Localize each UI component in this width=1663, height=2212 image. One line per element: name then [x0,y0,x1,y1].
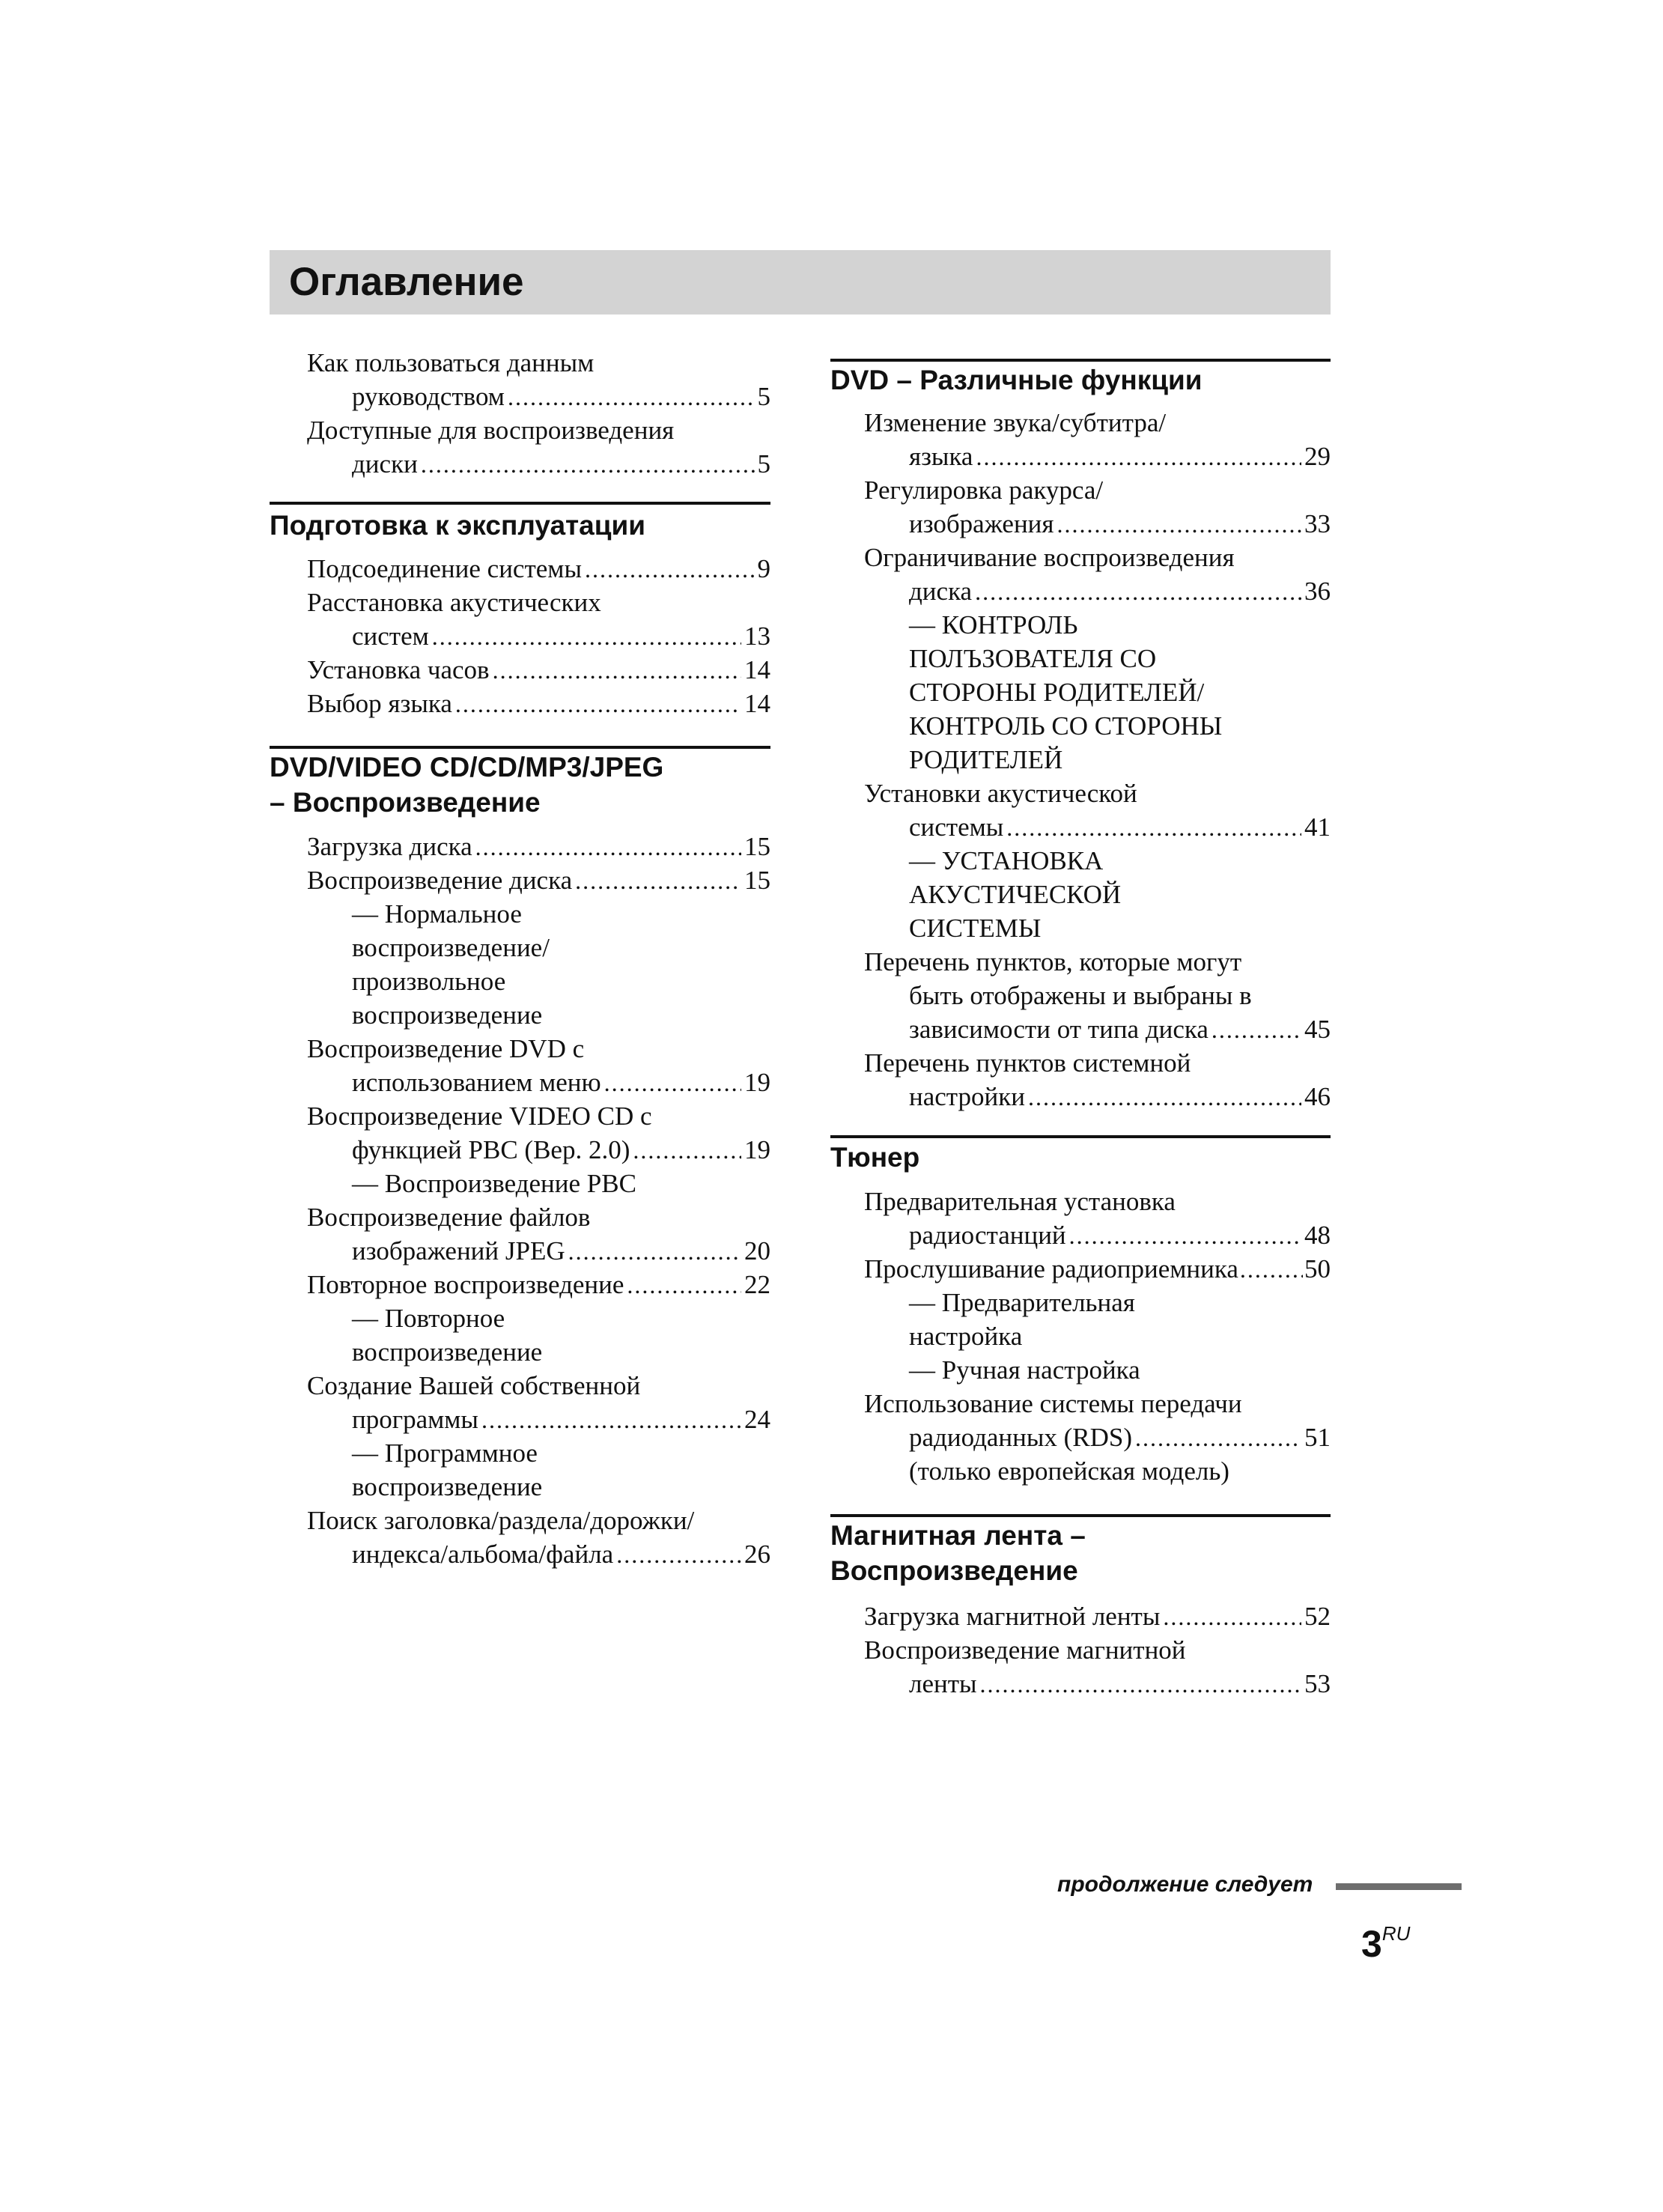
toc-entry-text: Установки акустической [864,779,1137,808]
toc-subentry: — Воспроизведение PBC [352,1169,636,1198]
toc-entry[interactable] [307,1200,770,1268]
section-heading: Тюнер [830,1142,920,1173]
toc-page-number: 51 [1304,1423,1331,1452]
toc-page-number: 15 [744,832,770,861]
leader-dots [432,619,741,654]
toc-entry-text: быть отображены и выбраны в [909,981,1252,1010]
leader-dots [1057,507,1301,541]
toc-entry-text: систем [352,622,429,651]
toc-page-number: 13 [744,622,770,651]
section-rule [830,1135,1331,1138]
toc-entry[interactable] [307,1099,770,1167]
toc-entry[interactable] [307,1369,770,1437]
toc-subentry: (только европейская модель) [909,1456,1229,1486]
toc-entry[interactable] [307,346,770,414]
section-heading [270,750,663,820]
toc-entry-text: программы [352,1405,478,1434]
toc-subentry: — Нормальное воспроизведение/ произвольное воспроизведение [352,899,550,1030]
toc-subentry: — Предварительная настройка — Ручная настройка [909,1288,1140,1385]
toc-subentry: — Программное воспроизведение [352,1438,543,1501]
toc-entry[interactable] [864,945,1331,1047]
toc-entry[interactable] [864,1185,1331,1253]
section-heading-line: Воспроизведение [830,1555,1078,1586]
section-rule [830,359,1331,362]
toc-page-number: 50 [1304,1254,1331,1283]
toc-entry-text: Ограничивание воспроизведения [864,543,1235,572]
toc-entry[interactable] [864,1633,1331,1701]
toc-entry-text: Воспроизведение VIDEO CD с [307,1102,652,1131]
leader-dots [1069,1218,1301,1253]
section-rule [830,1514,1331,1517]
page-number [1361,1912,1410,1965]
toc-page-number: 52 [1304,1602,1331,1631]
toc-page-number: 15 [744,866,770,895]
toc-page-number: 19 [744,1068,770,1097]
toc-entry-text: Воспроизведение магнитной [864,1635,1186,1665]
toc-entry-text: Повторное воспроизведение [307,1270,624,1299]
toc-entry[interactable] [864,777,1331,845]
section-heading [830,1518,1086,1588]
toc-page-number: 9 [757,554,770,583]
toc-entry-text: Расстановка акустических [307,588,601,617]
toc-entry[interactable] [307,653,770,687]
section-heading: DVD – Различные функции [830,365,1203,395]
leader-dots [493,653,741,687]
toc-entry-text: языка [909,442,973,471]
title-bar [270,250,1331,315]
toc-entry[interactable] [864,406,1331,474]
leader-dots [980,1667,1301,1701]
leader-dots [475,830,741,864]
toc-entry-text: Создание Вашей собственной [307,1371,641,1400]
toc-entry[interactable] [307,863,770,898]
toc-page-number: 26 [744,1540,770,1569]
toc-entry-text: диска [909,577,973,606]
toc-entry[interactable] [864,541,1331,609]
toc-subentry: — Повторное воспроизведение [352,1304,543,1367]
section-rule [270,502,770,505]
leader-dots [1163,1599,1301,1634]
section-heading-line: DVD/VIDEO CD/CD/MP3/JPEG [270,752,664,783]
toc-page-number: 24 [744,1405,770,1434]
toc-entry-text: Воспроизведение DVD с [307,1034,585,1063]
leader-dots [1006,810,1301,845]
toc-entry-text: изображений JPEG [352,1236,565,1265]
toc-entry-text: Перечень пунктов системной [864,1048,1191,1078]
leader-dots [455,687,741,721]
leader-dots [575,863,741,898]
toc-entry-text: функцией PBC (Вер. 2.0) [352,1135,630,1164]
toc-page-number: 5 [757,382,770,411]
toc-page-number: 14 [744,655,770,684]
toc-entry[interactable] [864,473,1331,541]
section-rule [270,746,770,749]
leader-dots [1240,1252,1303,1286]
toc-entry-text: зависимости от типа диска [909,1015,1209,1044]
toc-page-number: 14 [744,689,770,718]
toc-entry-text: радиоданных (RDS) [909,1423,1133,1452]
page-title: Оглавление [289,260,524,304]
toc-entry[interactable] [307,586,770,654]
toc-entry-text: Установка часов [307,655,490,684]
leader-dots [616,1537,741,1572]
toc-entry-text: Использование системы передачи [864,1389,1242,1418]
toc-entry-text: Воспроизведение диска [307,866,573,895]
toc-page-number: 48 [1304,1221,1331,1250]
toc-entry-text: изображения [909,509,1054,538]
toc-entry-text: Доступные для воспроизведения [307,416,675,445]
toc-entry-text: Загрузка магнитной ленты [864,1602,1161,1631]
toc-entry-text: Подсоединение системы [307,554,582,583]
leader-dots [508,380,755,414]
toc-page-number: 46 [1304,1082,1331,1111]
toc-entry[interactable] [864,1387,1331,1455]
toc-entry-text: Прослушивание радиоприемника [864,1254,1238,1283]
toc-entry-text: использованием меню [352,1068,601,1097]
toc-entry[interactable] [307,1032,770,1100]
toc-entry[interactable] [307,1268,770,1302]
toc-entry-text: диски [352,449,418,478]
toc-page-number: 41 [1304,812,1331,842]
leader-dots [604,1066,741,1100]
leader-dots [421,447,755,481]
toc-entry-text: Как пользоваться данным [307,348,595,377]
toc-entry[interactable] [307,552,770,586]
toc-entry-text: Перечень пунктов, которые могут [864,947,1242,976]
toc-page-number: 33 [1304,509,1331,538]
leader-dots [627,1268,741,1302]
toc-page-number: 5 [757,449,770,478]
toc-entry-text: Предварительная установка [864,1187,1176,1216]
toc-entry-text: Выбор языка [307,689,452,718]
toc-subentry: — УСТАНОВКА АКУСТИЧЕСКОЙ СИСТЕМЫ [909,846,1122,943]
continued-label: продолжение следует [1057,1872,1313,1897]
leader-dots [1211,1012,1301,1047]
section-heading-line: – Воспроизведение [270,787,541,818]
continued-bar [1336,1883,1462,1890]
toc-entry[interactable] [307,1504,770,1572]
toc-entry[interactable] [864,1252,1331,1286]
toc-entry[interactable] [307,830,770,864]
toc-page-number: 29 [1304,442,1331,471]
leader-dots [976,440,1301,474]
toc-page-number: 20 [744,1236,770,1265]
leader-dots [481,1403,741,1437]
toc-entry-text: Регулировка ракурса/ [864,475,1104,505]
toc-page-number: 45 [1304,1015,1331,1044]
leader-dots [633,1133,741,1167]
toc-entry[interactable] [307,413,770,481]
toc-entry-text: радиостанций [909,1221,1066,1250]
leader-dots [1028,1080,1301,1114]
toc-entry[interactable] [864,1046,1331,1114]
toc-page-number: 19 [744,1135,770,1164]
section-heading-line: Магнитная лента – [830,1520,1086,1551]
leader-dots [1135,1421,1301,1455]
toc-subentry: — КОНТРОЛЬ ПОЛЪЗОВАТЕЛЯ СО СТОРОНЫ РОДИТЕЛЕЙ/ КОНТРОЛЬ СО СТОРОНЫ РОДИТЕЛЕЙ [909,610,1223,774]
toc-entry[interactable] [864,1599,1331,1634]
leader-dots [568,1234,741,1268]
leader-dots [585,552,755,586]
leader-dots [975,574,1301,609]
toc-entry-text: Загрузка диска [307,832,472,861]
toc-entry[interactable] [307,687,770,721]
toc-page-number: 22 [744,1270,770,1299]
section-heading: Подготовка к эксплуатации [270,510,645,541]
page-number-value: 3 [1361,1923,1382,1965]
toc-entry-text: системы [909,812,1004,842]
toc-entry-text: ленты [909,1669,977,1698]
page-number-suffix: RU [1381,1922,1411,1945]
toc-entry-text: Поиск заголовка/раздела/дорожки/ [307,1506,695,1535]
toc-page-number: 53 [1304,1669,1331,1698]
toc-entry-text: Изменение звука/субтитра/ [864,408,1167,437]
toc-entry-text: настройки [909,1082,1025,1111]
toc-page-number: 36 [1304,577,1331,606]
toc-entry-text: руководством [352,382,505,411]
toc-entry-text: индекса/альбома/файла [352,1540,614,1569]
toc-entry-text: Воспроизведение файлов [307,1203,591,1232]
